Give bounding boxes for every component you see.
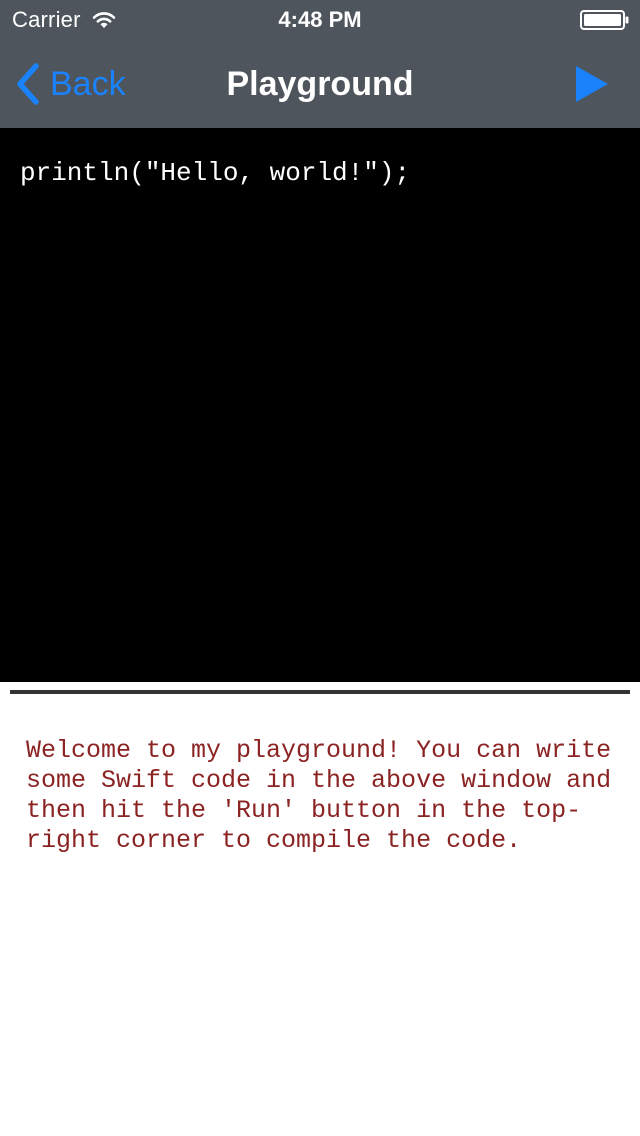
code-editor[interactable]: println("Hello, world!");	[0, 128, 640, 682]
battery-icon	[580, 10, 630, 30]
back-button-label: Back	[50, 64, 126, 103]
navigation-bar	[0, 40, 640, 128]
console-output: Welcome to my playground! You can write some Swift code in the above window and then hit the 'Run' button in the top-right corner to compile the code.	[26, 736, 627, 855]
status-bar	[0, 0, 640, 40]
page-title: Playground	[226, 65, 414, 103]
top-bar	[0, 0, 640, 128]
status-time: 4:48 PM	[278, 7, 362, 32]
pane-divider	[10, 690, 630, 694]
carrier-label: Carrier	[12, 7, 81, 32]
play-icon[interactable]	[574, 64, 610, 104]
